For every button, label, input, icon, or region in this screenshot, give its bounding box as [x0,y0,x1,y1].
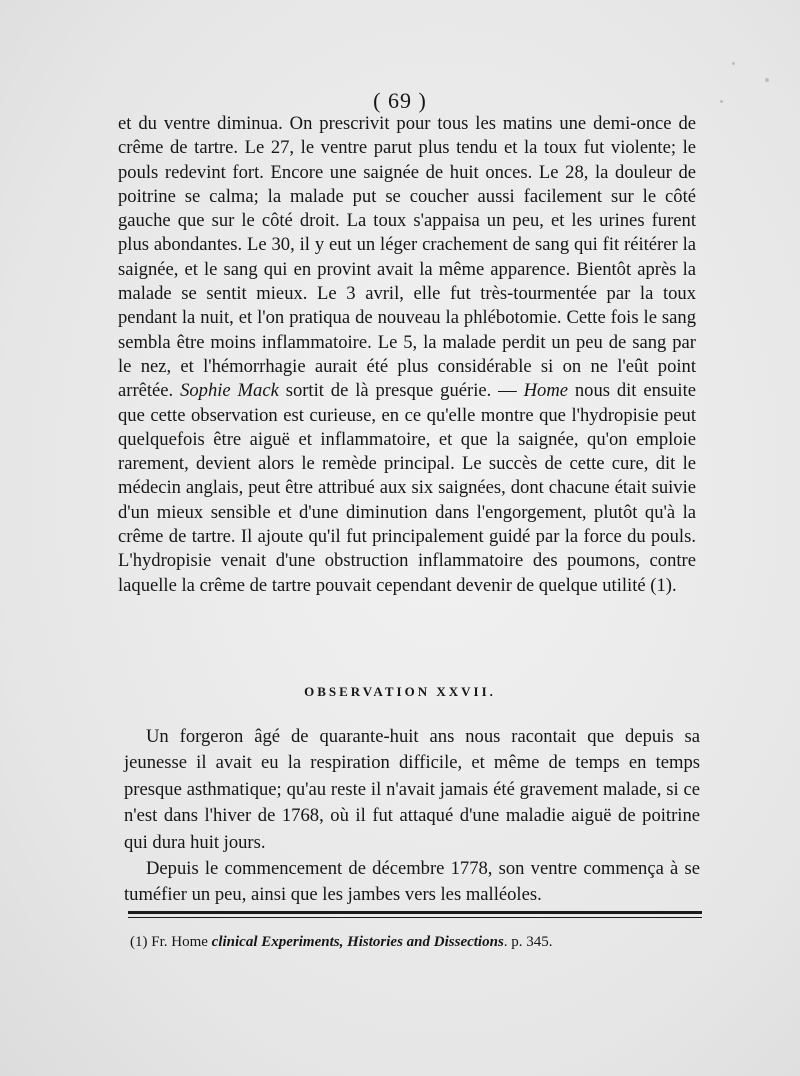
main-text-block [118,112,696,598]
paper-speck [732,62,735,65]
footnote-marker: (1) [130,934,148,950]
footnote-divider-thin [128,917,702,918]
text-segment: nous dit ensuite que cette observation est curieuse, en ce qu'elle montre que l'hydropisie peut quelquefois être aiguë et inflammatoire, et que la saignée, qu'on emploie rarement, devient alors le remède principal. Le succès de cette cure, dit le médecin anglais, peut être attribué aux six saignées, dont chacune était suivie d'un mieux sensible et d'une diminution dans l'engorgement, plutôt qu'à la crême de tartre. Il ajoute qu'il fut principalement guidé par la force du pouls. L'hydropisie venait d'une obstruction inflammatoire des poumons, contre laquelle la crême de tartre pouvait cependant devenir de quelque utilité (1). [118,380,697,596]
footnote [130,932,710,952]
footnote-author: Fr. Home [151,934,208,950]
observation-paragraph: Un forgeron âgé de quarante-huit ans nous racontait que depuis sa jeunesse il avait eu la respiration difficile, et même de temps en temps presque asthmatique; qu'au reste il n'avait jamais été gravement malade, si ce n'est dans l'hiver de 1768, où il fut attaqué d'une maladie aiguë de poitrine qui dura huit jours. [124,726,700,853]
page-number: ( 69 ) [373,88,427,113]
footnote-title: clinical Experiments, Histories and Dissections [211,934,504,950]
continuation-paragraph [118,112,696,598]
observation-heading: OBSERVATION XXVII. [304,684,496,699]
text-segment: sortit de là presque guérie. — [278,380,524,402]
observation-paragraph: Depuis le commencement de décembre 1778, son ventre commença à se tuméfier un peu, ainsi que les jambes vers les malléoles. [124,858,700,906]
author-name: Home [523,380,568,402]
text-segment: et du ventre diminua. On prescrivit pour tous les matins une demi-once de crême de tartre. Le 27, le ventre parut plus tendu et la toux fut violente; le pouls redevint fort. Encore une saignée de huit onces. Le 28, la douleur de poitrine se calma; la malade put se coucher aussi facilement sur le côté gauche que sur le côté droit. La toux s'appaisa un peu, et les urines furent plus abondantes. Le 30, il y eut un léger crachement de sang qui fit réitérer la saignée, et le sang qui en provint avait la même apparence. Bientôt après la malade se sentit mieux. Le 3 avril, elle fut très-tourmentée par la toux pendant la nuit, et l'on pratiqua de nouveau la phlébotomie. Cette fois le sang sembla être moins inflammatoire. Le 5, la malade perdit un peu de sang par le nez, et l'hémorrhagie aurait été plus considérable si on ne l'eût point arrêtée. [118,113,696,402]
patient-name: Sophie Mack [180,380,279,402]
footnote-divider [128,911,702,914]
footnote-page-ref: . p. 345. [503,934,553,950]
paper-speck [765,78,769,82]
observation-text-block [124,724,700,909]
